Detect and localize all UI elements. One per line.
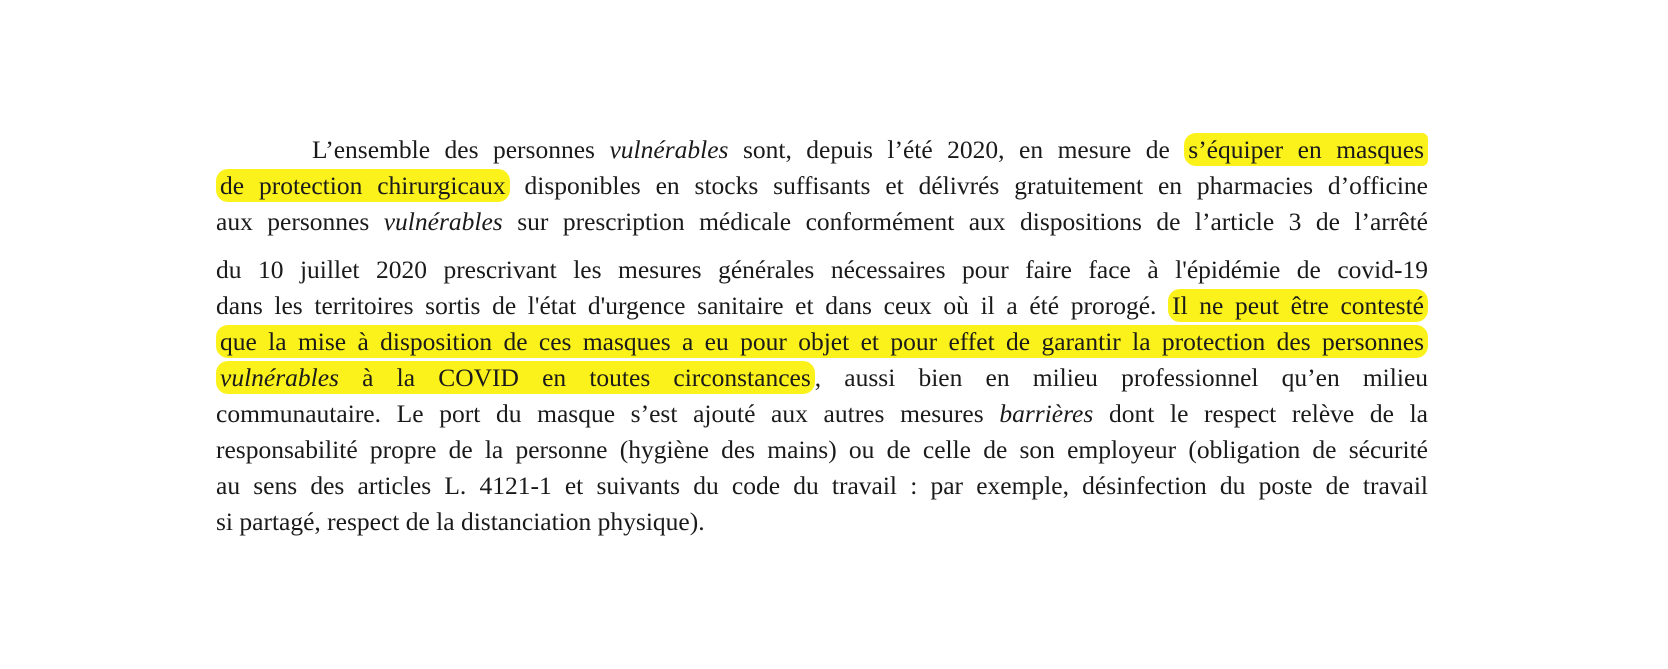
text-line-8 — [216, 396, 1428, 432]
line-1-italic-term: vulnérables — [609, 135, 729, 164]
line-3-italic-term: vulnérables — [383, 207, 503, 236]
text-line-2 — [216, 168, 1428, 204]
line-1-text-a: L’ensemble des personnes — [312, 135, 610, 164]
line-7-italic-term: vulnérables — [220, 363, 339, 392]
line-7-highlight-text: à la COVID en toutes circonstances — [338, 363, 811, 392]
text-line-1 — [216, 132, 1428, 168]
text-line-4 — [216, 252, 1428, 288]
text-line-10 — [216, 468, 1428, 504]
line-gap — [216, 240, 1428, 252]
line-5-text-a: dans les territoires sortis de l'état d'urgence sanitaire et dans ceux où il a été prorogé. — [216, 291, 1169, 320]
text-line-3 — [216, 204, 1428, 240]
text-line-6 — [216, 324, 1428, 360]
text-line-11 — [216, 504, 1428, 540]
line-1-text-c: sont, depuis l’été 2020, en mesure de — [728, 135, 1185, 164]
line-10-text-a: au sens des articles L. 4121-1 et suivants du code du travail : par exemple, désinfection du poste de travail — [216, 471, 1428, 500]
line-9-text-a: responsabilité propre de la personne (hygiène des mains) ou de celle de son employeur (obligation de sécurité — [216, 435, 1428, 464]
highlight-covid-protection — [216, 361, 815, 394]
highlight-equip-masks: s’équiper en masques — [1184, 133, 1428, 166]
line-3-text-a: aux personnes — [216, 207, 384, 236]
text-line-9 — [216, 432, 1428, 468]
line-2-text-b: disponibles en stocks suffisants et délivrés gratuitement en pharmacies d’officine — [509, 171, 1428, 200]
highlight-masks-purpose: que la mise à disposition de ces masques a eu pour objet et pour effet de garantir la protection des personnes — [216, 325, 1428, 358]
line-8-text-a: communautaire. Le port du masque s’est ajouté aux autres mesures — [216, 399, 1000, 428]
line-11-text-a: si partagé, respect de la distanciation physique). — [216, 507, 705, 536]
line-3-text-c: sur prescription médicale conformément aux dispositions de l’article 3 de l’arrêté — [502, 207, 1428, 236]
text-line-5 — [216, 288, 1428, 324]
text-line-7 — [216, 360, 1428, 396]
highlight-surgical-masks: de protection chirurgicaux — [216, 169, 510, 202]
line-4-text-a: du 10 juillet 2020 prescrivant les mesures générales nécessaires pour faire face à l'épidémie de covid-19 — [216, 255, 1428, 284]
line-8-text-c: dont le respect relève de la — [1093, 399, 1429, 428]
line-7-text-c: , aussi bien en milieu professionnel qu’en milieu — [814, 363, 1429, 392]
line-8-italic-term: barrières — [999, 399, 1094, 428]
highlight-cannot-contest: Il ne peut être contesté — [1168, 289, 1428, 322]
document-paragraph — [216, 132, 1428, 540]
